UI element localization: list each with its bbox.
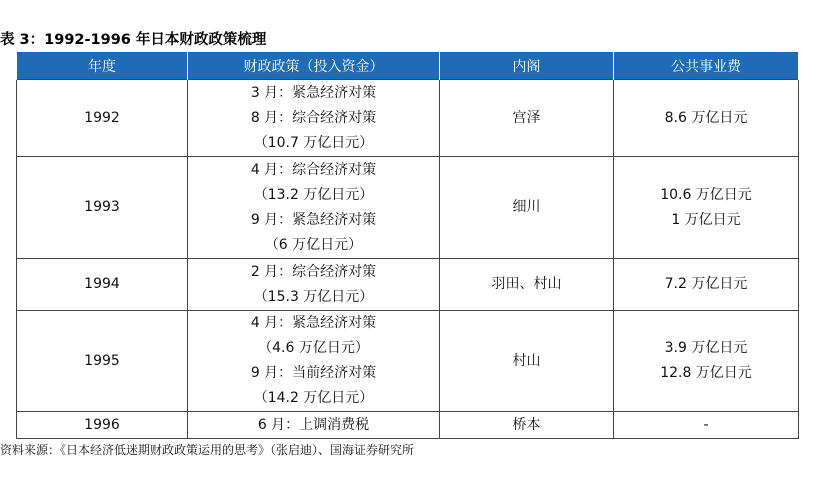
policy-line: 9 月：紧急经济对策 [250,211,377,228]
policy-line: 2 月：综合经济对策 [250,263,377,280]
policy-line: 9 月：当前经济对策 [250,365,377,381]
public-works-line: - [703,416,709,433]
policy-line: 3 月：紧急经济对策 [250,84,377,101]
header-policy: 财政政策（投入资金） [188,52,440,80]
public-works-line: 3.9 万亿日元 [664,340,748,356]
header-cabinet: 内阁 [440,52,614,80]
cabinet-cell: 桥本 [440,412,614,439]
public-works-cell [614,311,799,412]
policy-line: （10.7 万亿日元） [253,134,374,151]
policy-cell [188,311,440,412]
public-works-cell [614,412,799,439]
cabinet-cell: 细川 [440,157,614,259]
policy-line: 4 月：综合经济对策 [250,161,377,178]
policy-line: （4.6 万亿日元） [258,340,369,356]
policy-line: （6 万亿日元） [264,236,363,253]
source-note: 资料来源：《日本经济低迷期财政政策运用的思考》（张启迪）、国海证券研究所 [0,443,415,457]
header-year: 年度 [17,52,188,80]
year-cell: 1995 [17,311,188,412]
policy-cell [188,259,440,311]
cabinet-cell: 宫泽 [440,80,614,157]
year-cell: 1996 [17,412,188,439]
public-works-cell [614,259,799,311]
public-works-line: 1 万亿日元 [671,211,741,228]
table-header-row [17,52,799,80]
table-row [17,157,799,259]
fiscal-policy-table [16,52,799,439]
policy-line: （14.2 万亿日元） [253,390,374,406]
public-works-cell [614,80,799,157]
policy-cell [188,157,440,259]
policy-line: 8 月：综合经济对策 [250,109,377,126]
cabinet-cell: 羽田、村山 [440,259,614,311]
policy-cell [188,412,440,439]
public-works-line: 10.6 万亿日元 [660,186,752,203]
policy-line: （13.2 万亿日元） [253,186,374,203]
policy-line: （15.3 万亿日元） [253,288,374,305]
public-works-line: 8.6 万亿日元 [664,109,748,126]
table-row [17,259,799,311]
year-cell: 1994 [17,259,188,311]
year-cell: 1993 [17,157,188,259]
policy-line: 4 月：紧急经济对策 [250,315,377,331]
policy-line: 6 月：上调消费税 [257,416,370,433]
cabinet-cell: 村山 [440,311,614,412]
public-works-line: 7.2 万亿日元 [664,276,748,292]
header-public-works: 公共事业费 [614,52,799,80]
table-row [17,80,799,157]
public-works-cell [614,157,799,259]
policy-cell [188,80,440,157]
table-title: 表 3：1992-1996 年日本财政政策梳理 [0,32,267,48]
table-row [17,412,799,439]
table-row [17,311,799,412]
public-works-line: 12.8 万亿日元 [660,365,752,381]
year-cell: 1992 [17,80,188,157]
